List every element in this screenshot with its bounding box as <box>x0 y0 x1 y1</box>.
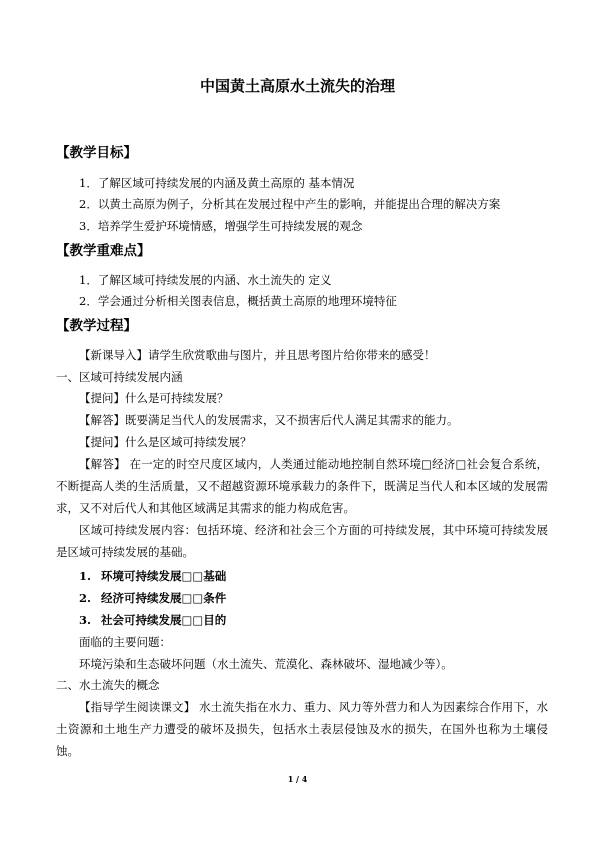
goal-item: 1．了解区域可持续发展的内涵及黄土高原的 基本情况 <box>79 176 355 190</box>
section-heading-goals: 【教学目标】 <box>56 145 137 161</box>
list-item-number: 1. <box>79 569 92 583</box>
list-item-number: 3. <box>79 613 92 627</box>
section-heading-keypoints: 【教学重难点】 <box>56 243 151 259</box>
list-item-text: 经济可持续发展□□条件 <box>101 591 227 605</box>
list-item-text: 环境可持续发展□□基础 <box>101 569 227 583</box>
problems-label: 面临的主要问题： <box>79 635 171 649</box>
question: 【提问】什么是区域可持续发展？ <box>79 435 252 449</box>
page-number: 1 / 4 <box>287 774 308 784</box>
problems-text: 环境污染和生态破坏问题（水土流失、荒漠化、森林破坏、湿地减少等）。 <box>79 657 453 671</box>
content-paragraph: 区域可持续发展内容：包括环境、经济和社会三个方面的可持续发展，其中环境可持续发展是区域可持续发展的基础。 <box>56 523 548 559</box>
question: 【提问】什么是可持续发展？ <box>79 391 229 405</box>
keypoint-item: 2．学会通过分析相关图表信息，概括黄土高原的地理环境特征 <box>79 294 397 308</box>
goal-item: 2．以黄土高原为例子，分析其在发展过程中产生的影响，并能提出合理的解决方案 <box>79 197 501 211</box>
keypoint-item: 1．了解区域可持续发展的内涵、水土流失的 定义 <box>79 273 332 287</box>
list-item-text: 社会可持续发展□□目的 <box>101 613 227 627</box>
goal-item: 3．培养学生爱护环境情感，增强学生可持续发展的观念 <box>79 219 363 233</box>
page-title: 中国黄土高原水土流失的治理 <box>199 77 395 95</box>
section-heading-process: 【教学过程】 <box>56 318 137 334</box>
lesson-intro: 【新课导入】请学生欣赏歌曲与图片，并且思考图片给你带来的感受！ <box>79 348 436 362</box>
answer-paragraph: 【解答】 在一定的时空尺度区域内，人类通过能动地控制自然环境□经济□社会复合系统，不断提高人类的生活质量，又不超越资源环境承载力的条件下，既满足当代人和本区域的发展需求，又不对后代人和其他区域满足其需求的能力构成危害。 <box>56 457 548 515</box>
list-item-number: 2. <box>79 591 92 605</box>
answer: 【解答】既要满足当代人的发展需求，又不损害后代人满足其需求的能力。 <box>79 413 459 427</box>
part-heading: 一、区域可持续发展内涵 <box>56 370 183 384</box>
guide-paragraph: 【指导学生阅读课文】 水土流失指在水力、重力、风力等外营力和人为因素综合作用下，水土资源和土地生产力遭受的破坏及损失，包括水土表层侵蚀及水的损失，在国外也称为土壤侵蚀。 <box>56 700 548 758</box>
part-heading: 二、水土流失的概念 <box>56 678 160 692</box>
